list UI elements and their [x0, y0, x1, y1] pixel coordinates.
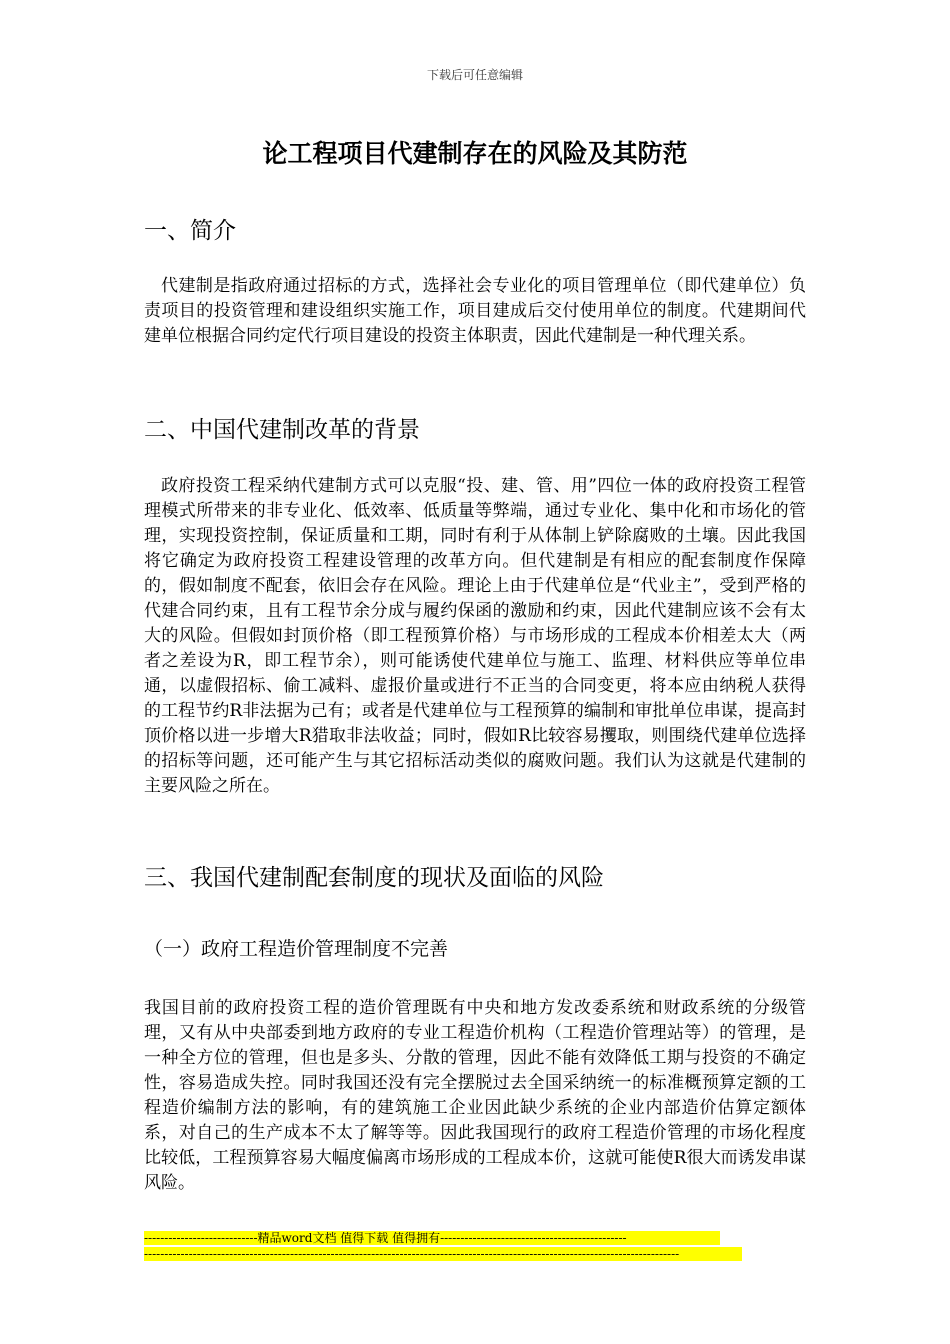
footer-banner-line: ----------------------------精品word文档 值得下载 值得拥有---------------------------------------------- [144, 1231, 720, 1245]
subsection-heading-cost-management: （一）政府工程造价管理制度不完善 [144, 938, 449, 960]
document-title: 论工程项目代建制存在的风险及其防范 [262, 139, 688, 168]
section-heading-background: 二、中国代建制改革的背景 [144, 417, 420, 443]
section-paragraph-cost-management: 我国目前的政府投资工程的造价管理既有中央和地方发改委系统和财政系统的分级管理，又有从中央部委到地方政府的专业工程造价机构（工程造价管理站等）的管理，是一种全方位的管理，但也是多头、分散的管理，因此不能有效降低工期与投资的不确定性，容易造成失控。同时我国还没有完全摆脱过去全国采纳统一的标准概预算定额的工程造价编制方法的影响，有的建筑施工企业因此缺少系统的企业内部造价估算定额体系，对自己的生产成本不太了解等等。因此我国现行的政府工程造价管理的市场化程度比较低，工程预算容易大幅度偏离市场形成的工程成本价，这就可能使R很大而诱发串谋风险。 [144, 998, 806, 1193]
section-heading-risks: 三、我国代建制配套制度的现状及面临的风险 [144, 865, 604, 891]
section-heading-intro: 一、简介 [144, 218, 236, 244]
section-paragraph-intro: 代建制是指政府通过招标的方式，选择社会专业化的项目管理单位（即代建单位）负责项目的投资管理和建设组织实施工作，项目建成后交付使用单位的制度。代建期间代建单位根据合同约定代行项目建设的投资主体职责，因此代建制是一种代理关系。 [144, 276, 806, 346]
header-note: 下载后可任意编辑 [426, 68, 523, 82]
section-paragraph-background: 政府投资工程采纳代建制方式可以克服“投、建、管、用”四位一体的政府投资工程管理模式所带来的非专业化、低效率、低质量等弊端，通过专业化、集中化和市场化的管理，实现投资控制，保证质量和工期，同时有利于从体制上铲除腐败的土壤。因此我国将它确定为政府投资工程建设管理的改革方向。但代建制是有相应的配套制度作保障的，假如制度不配套，依旧会存在风险。理论上由于代建单位是“代业主”，受到严格的代建合同约束，且有工程节余分成与履约保函的激励和约束，因此代建制应该不会有太大的风险。但假如封顶价格（即工程预算价格）与市场形成的工程成本价相差太大（两者之差设为R，即工程节余），则可能诱使代建单位与施工、监理、材料供应等单位串通，以虚假招标、偷工减料、虚报价量或进行不正当的合同变更，将本应由纳税人获得的工程节约R非法据为己有；或者是代建单位与工程预算的编制和审批单位串谋，提高封顶价格以进一步增大R猎取非法收益；同时，假如R比较容易攫取，则围绕代建单位选择的招标等问题，还可能产生与其它招标活动类似的腐败问题。我们认为这就是代建制的主要风险之所在。 [144, 476, 806, 796]
footer-dash-line: ------------------------------------------------------------------------------------------------------------------------------------ [144, 1247, 742, 1261]
